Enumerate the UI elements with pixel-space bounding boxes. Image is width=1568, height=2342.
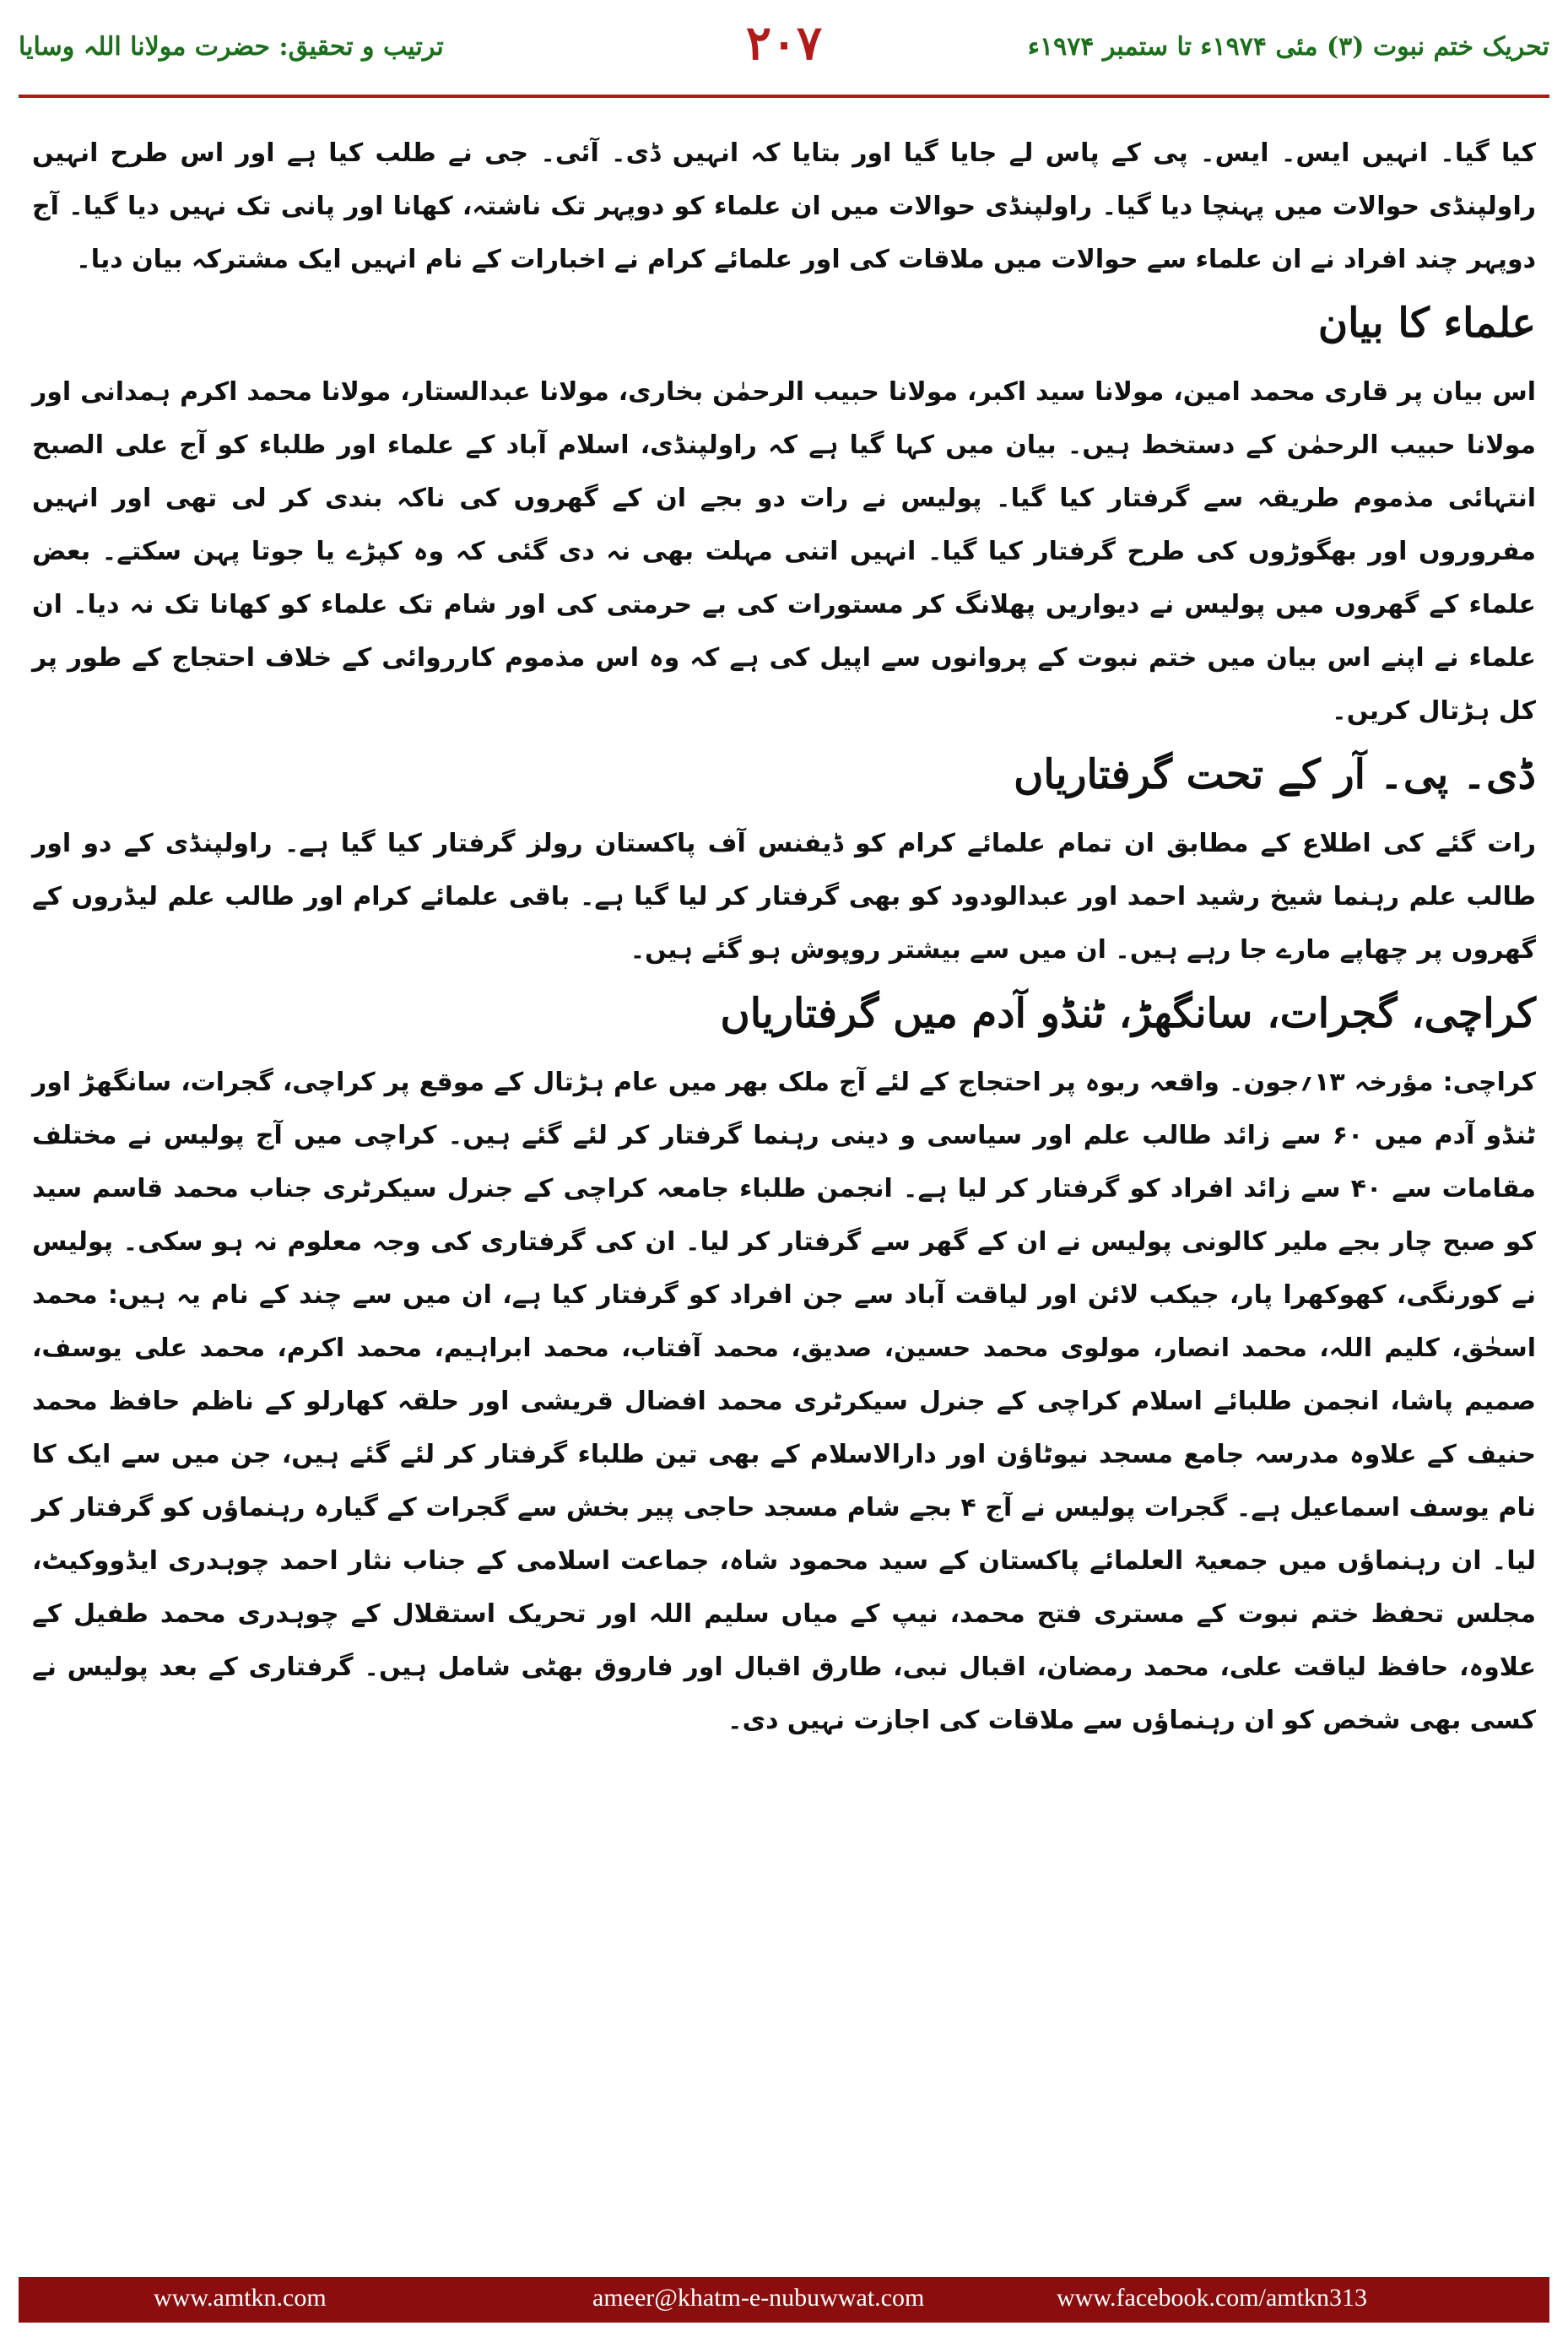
heading-karachi-arrests: کراچی، گجرات، سانگھڑ، ٹنڈو آدم میں گرفتاریاں: [720, 990, 1536, 1037]
heading-dpr-arrests: ڈی۔ پی۔ آر کے تحت گرفتاریاں: [1014, 751, 1536, 798]
paragraph-2: اس بیان پر قاری محمد امین، مولانا سید اکبر، مولانا حبیب الرحمٰن بخاری، مولانا عبدالستار، مولانا محمد اکرم ہمدانی اور مولانا حبیب الرحمٰن کے دستخط ہیں۔ بیان میں کہا گیا ہے کہ راولپنڈی، اسلام آباد کے علماء اور طلباء کو آج علی الصبح انتہائی مذموم طریقہ سے گرفتار کیا گیا۔ پولیس نے رات دو بجے ان کے گھروں کی ناکہ بندی کر لی تھی اور انہیں مفروروں اور بھگوڑوں کی طرح گرفتار کیا گیا۔ انہیں اتنی مہلت بھی نہ دی گئی کہ وہ کپڑے یا جوتا پہن سکتے۔ بعض علماء کے گھروں میں پولیس نے دیواریں پھلانگ کر مستورات کی بے حرمتی کی اور شام تک علماء کو کھانا تک نہ دیا۔ ان علماء نے اپنے اس بیان میں ختم نبوت کے پروانوں سے اپیل کی ہے کہ وہ اس مذموم کارروائی کے خلاف احتجاج کے طور پر کل ہڑتال کریں۔: [32, 377, 1536, 726]
page-number: ۲۰۷: [745, 15, 823, 71]
facebook-link[interactable]: www.facebook.com/amtkn313: [1057, 2284, 1367, 2312]
compiler-credit: ترتیب و تحقیق: حضرت مولانا اللہ وسایا: [19, 32, 444, 62]
website-link[interactable]: www.amtkn.com: [154, 2284, 327, 2312]
page-body: [32, 127, 1536, 2203]
heading-ulama-statement: علماء کا بیان: [1317, 300, 1536, 347]
email-link[interactable]: ameer@khatm-e-nubuwwat.com: [592, 2284, 925, 2312]
header-divider: [19, 95, 1549, 98]
page-header: [0, 0, 1568, 110]
paragraph-1: کیا گیا۔ انہیں ایس۔ ایس۔ پی کے پاس لے جایا گیا اور بتایا کہ انہیں ڈی۔ آئی۔ جی نے طلب کیا ہے اور اس طرح انہیں راولپنڈی حوالات میں پہنچا دیا گیا۔ راولپنڈی حوالات میں ان علماء کو دوپہر تک ناشتہ، کھانا اور پانی تک نہیں دیا گیا۔ آج دوپہر چند افراد نے ان علماء سے حوالات میں ملاقات کی اور علمائے کرام نے اخبارات کے نام انہیں ایک مشترکہ بیان دیا۔: [32, 138, 1536, 274]
paragraph-3: رات گئے کی اطلاع کے مطابق ان تمام علمائے کرام کو ڈیفنس آف پاکستان رولز گرفتار کیا گیا ہے۔ راولپنڈی کے دو اور طالب علم رہنما شیخ رشید احمد اور عبدالودود کو بھی گرفتار کر لیا گیا ہے۔ باقی علمائے کرام اور طالب علم لیڈروں کے گھروں پر چھاپے مارے جا رہے ہیں۔ ان میں سے بیشتر روپوش ہو گئے ہیں۔: [32, 829, 1536, 965]
page-footer: [19, 2277, 1549, 2323]
book-title: تحریک ختم نبوت (۳) مئی ۱۹۷۴ء تا ستمبر ۱۹۷۴ء: [1027, 32, 1549, 62]
paragraph-4: کراچی: مؤرخہ ۱۳؍جون۔ واقعہ ربوہ پر احتجاج کے لئے آج ملک بھر میں عام ہڑتال کے موقع پر کراچی، گجرات، سانگھڑ اور ٹنڈو آدم میں ۶۰ سے زائد طالب علم اور سیاسی و دینی رہنما گرفتار کر لئے گئے ہیں۔ کراچی میں آج پولیس نے مختلف مقامات سے ۴۰ سے زائد افراد کو گرفتار کر لیا ہے۔ انجمن طلباء جامعہ کراچی کے جنرل سیکرٹری جناب محمد قاسم سید کو صبح چار بجے ملیر کالونی پولیس نے ان کے گھر سے گرفتار کر لیا۔ ان کی گرفتاری کی وجہ معلوم نہ ہو سکی۔ پولیس نے کورنگی، کھوکھرا پار، جیکب لائن اور لیاقت آباد سے جن افراد کو گرفتار کیا ہے، ان میں سے چند کے نام یہ ہیں: محمد اسحٰق، کلیم اللہ، محمد انصار، مولوی محمد حسین، صدیق، محمد آفتاب، محمد ابراہیم، محمد اکرم، محمد علی یوسف، صمیم پاشا، انجمن طلبائے اسلام کراچی کے جنرل سیکرٹری محمد افضال قریشی اور حلقہ کھارلو کے ناظم حافظ محمد حنیف کے علاوہ مدرسہ جامع مسجد نیوٹاؤن اور دارالاسلام کے بھی تین طلباء گرفتار کر لئے گئے ہیں، جن میں سے ایک کا نام یوسف اسماعیل ہے۔ گجرات پولیس نے آج ۴ بجے شام مسجد حاجی پیر بخش سے گجرات کے گیارہ رہنماؤں کو گرفتار کر لیا۔ ان رہنماؤں میں جمعیۃ العلمائے پاکستان کے سید محمود شاہ، جماعت اسلامی کے جناب نثار احمد چوہدری ایڈووکیٹ، مجلس تحفظ ختم نبوت کے مستری فتح محمد، نیپ کے میاں سلیم اللہ اور تحریک استقلال کے چوہدری محمد طفیل کے علاوہ، حافظ لیاقت علی، محمد رمضان، اقبال نبی، طارق اقبال اور فاروق بھٹی شامل ہیں۔ گرفتاری کے بعد پولیس نے کسی بھی شخص کو ان رہنماؤں سے ملاقات کی اجازت نہیں دی۔: [32, 1068, 1536, 1735]
